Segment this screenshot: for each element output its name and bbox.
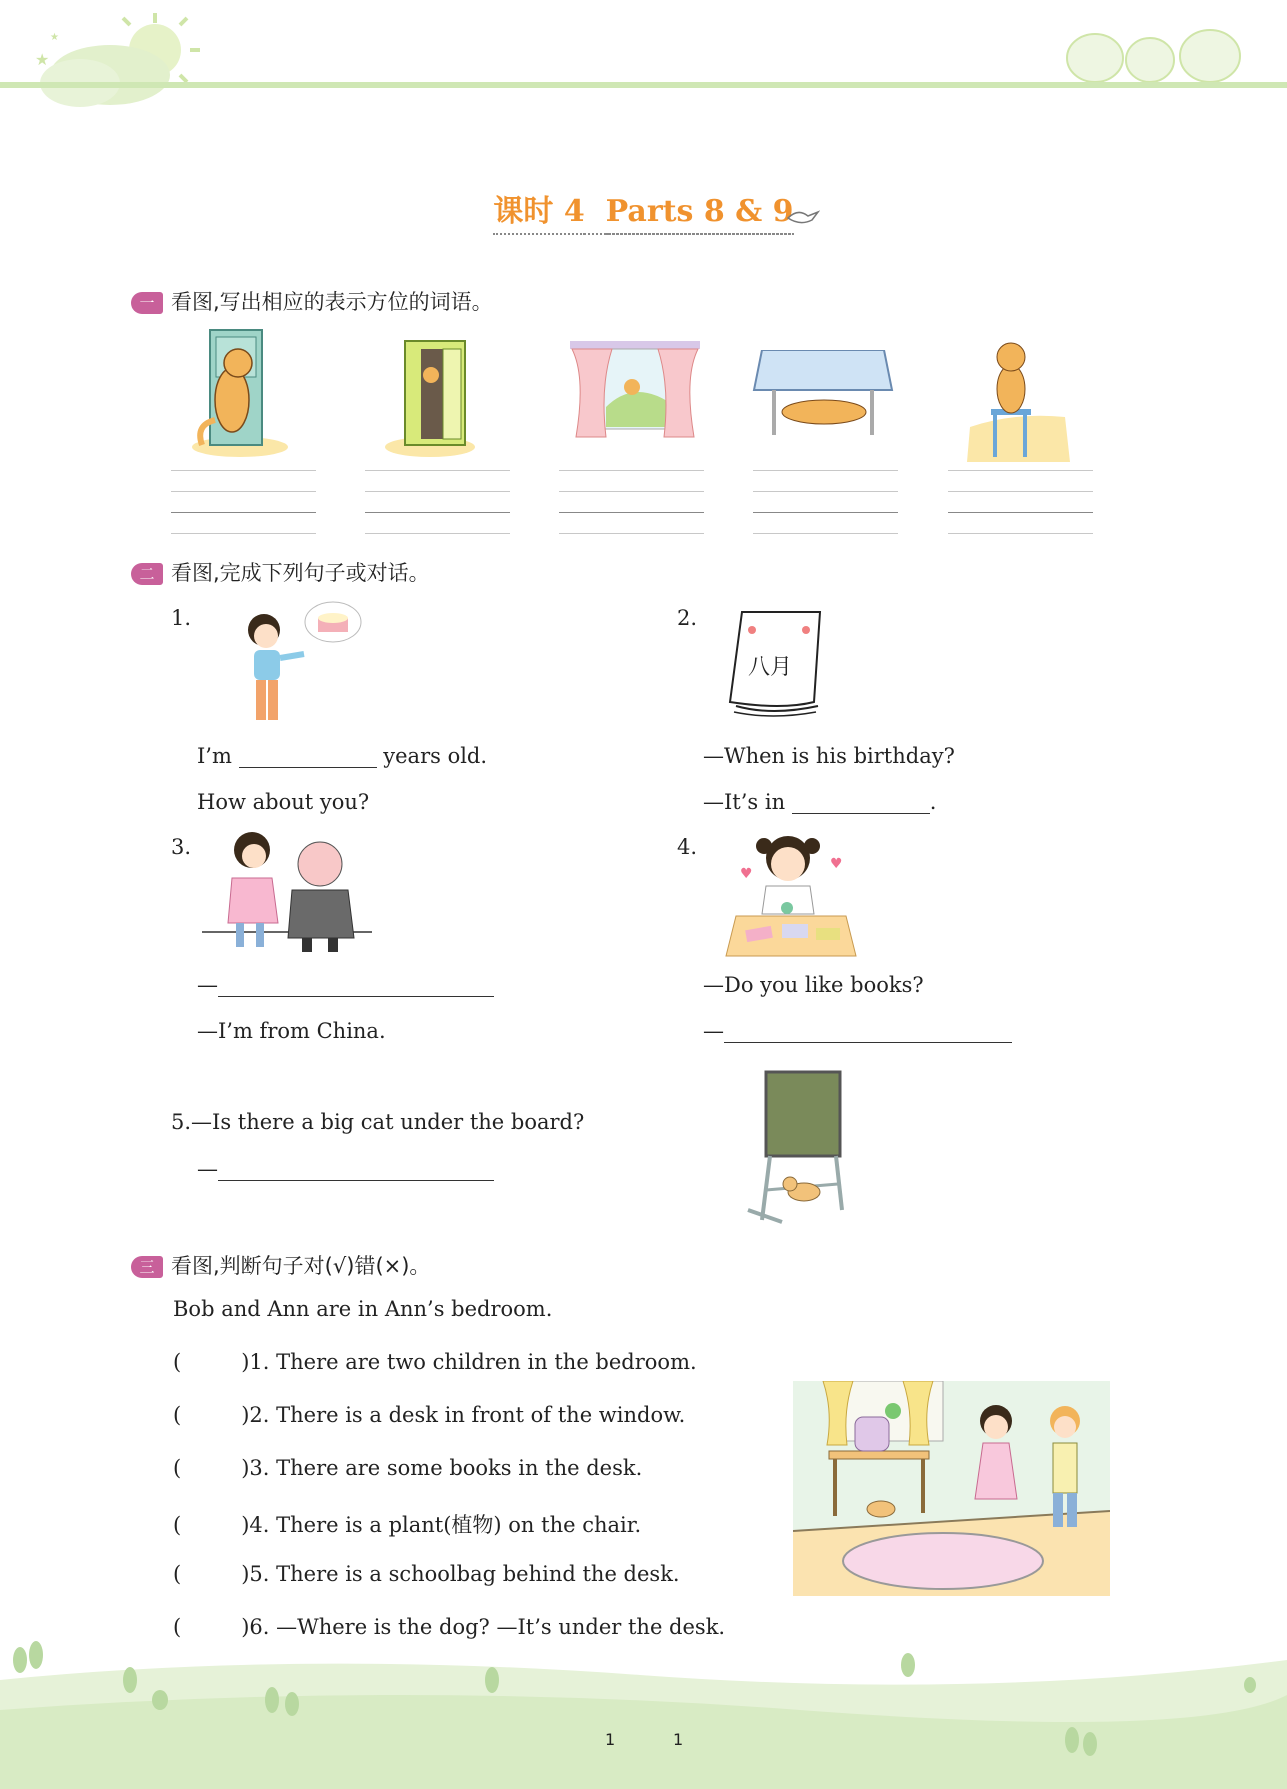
lesson-parts: Parts 8 & 9 <box>606 194 794 235</box>
section-2-badge: 二 <box>131 563 163 585</box>
judge-text: 1. There are two children in the bedroom. <box>249 1350 697 1374</box>
item-4-number: 4. <box>677 835 698 859</box>
judge-item-4 <box>173 1509 641 1539</box>
item-1-blank[interactable] <box>239 767 377 768</box>
section-3-instruction: 看图,判断句子对(√)错(×)。 <box>171 1254 431 1278</box>
svg-text:♥: ♥ <box>740 866 753 882</box>
header-animals-decoration <box>1060 20 1250 85</box>
item-5-dash: — <box>197 1157 218 1181</box>
page-number-left: 1 <box>605 1730 616 1749</box>
section-1-heading <box>131 286 493 316</box>
judge-paren-open: ( <box>173 1403 182 1427</box>
item-4-dash: — <box>703 1019 724 1043</box>
item-3-dash: — <box>197 973 218 997</box>
item-1-number: 1. <box>171 606 192 630</box>
section-3-badge: 三 <box>131 1256 163 1278</box>
tiger-in-wardrobe-picture <box>385 335 485 460</box>
answer-lines-3[interactable] <box>559 470 704 554</box>
answer-lines-2[interactable] <box>365 470 510 554</box>
item-1-line1 <box>197 744 487 768</box>
judge-paren-close: ) <box>241 1562 250 1586</box>
svg-text:★: ★ <box>50 32 59 43</box>
item-5-line1 <box>171 1110 584 1134</box>
item-5-question: —Is there a big cat under the board? <box>191 1110 585 1134</box>
judge-paren-open: ( <box>173 1513 182 1537</box>
item-4-line2 <box>703 1019 1012 1043</box>
section-2-instruction: 看图,完成下列句子或对话。 <box>171 561 430 585</box>
tiger-on-chair-picture <box>965 337 1070 462</box>
item-1-line2: How about you? <box>197 790 370 814</box>
item-3-line1 <box>197 973 494 997</box>
answer-lines-1[interactable] <box>171 470 316 554</box>
item-1-prefix: I’m <box>197 744 232 768</box>
judge-item-1 <box>173 1350 697 1374</box>
footer-landscape-decoration <box>0 1640 1287 1789</box>
answer-lines-4[interactable] <box>753 470 898 554</box>
judge-text: 4. There is a plant(植物) on the chair. <box>249 1513 642 1537</box>
item-5-line2 <box>197 1157 494 1181</box>
item-1-suffix: years old. <box>383 744 488 768</box>
judge-paren-open: ( <box>173 1615 182 1639</box>
item-5-number: 5. <box>171 1110 192 1134</box>
item-2-number: 2. <box>677 606 698 630</box>
judge-paren-close: ) <box>241 1456 250 1480</box>
svg-text:♥: ♥ <box>830 856 843 872</box>
lesson-title <box>0 186 1287 230</box>
bedroom-scene-picture <box>793 1381 1110 1596</box>
item-4-line1: —Do you like books? <box>703 973 924 997</box>
section-3-intro: Bob and Ann are in Ann’s bedroom. <box>173 1297 553 1321</box>
judge-text: 2. There is a desk in front of the window. <box>249 1403 686 1427</box>
girl-with-books-picture <box>722 828 862 958</box>
judge-text: 5. There is a schoolbag behind the desk. <box>249 1562 680 1586</box>
item-3-line2: —I’m from China. <box>197 1019 386 1043</box>
section-1-instruction: 看图,写出相应的表示方位的词语。 <box>171 290 493 314</box>
header-cloud-sun-decoration <box>20 5 210 115</box>
item-2-suffix: . <box>929 790 937 814</box>
item-2-prefix: —It’s in <box>703 790 786 814</box>
judge-item-5 <box>173 1562 680 1586</box>
judge-paren-open: ( <box>173 1350 182 1374</box>
judge-text: 3. There are some books in the desk. <box>249 1456 643 1480</box>
judge-paren-open: ( <box>173 1456 182 1480</box>
answer-lines-5[interactable] <box>948 470 1093 554</box>
item-4-blank[interactable] <box>724 1042 1012 1043</box>
tiger-beside-door-picture <box>190 325 290 460</box>
section-3-heading <box>131 1250 430 1280</box>
judge-paren-close: ) <box>241 1615 250 1639</box>
tiger-under-table-picture <box>752 350 894 440</box>
item-5-blank[interactable] <box>218 1180 494 1181</box>
lesson-number: 课时 4 <box>493 194 584 235</box>
judge-paren-close: ) <box>241 1350 250 1374</box>
svg-text:★: ★ <box>35 50 50 69</box>
header-rule <box>0 82 1287 88</box>
girl-interviewing-pig-picture <box>202 828 372 958</box>
item-2-line1: —When is his birthday? <box>703 744 955 768</box>
judge-item-6 <box>173 1615 725 1639</box>
judge-item-2 <box>173 1403 685 1427</box>
item-2-blank[interactable] <box>792 813 930 814</box>
boy-thinking-cake-picture <box>238 600 368 730</box>
bird-icon <box>786 206 820 226</box>
judge-paren-open: ( <box>173 1562 182 1586</box>
judge-item-3 <box>173 1456 642 1480</box>
judge-text: 6. —Where is the dog? —It’s under the desk. <box>249 1615 726 1639</box>
judge-paren-close: ) <box>241 1403 250 1427</box>
item-3-number: 3. <box>171 835 192 859</box>
item-3-blank[interactable] <box>218 996 494 997</box>
page-number-right: 1 <box>673 1730 684 1749</box>
item-2-line2 <box>703 790 936 814</box>
section-1-badge: 一 <box>131 292 163 314</box>
judge-paren-close: ) <box>241 1513 250 1537</box>
tiger-behind-curtain-picture <box>566 337 704 447</box>
calendar-month-label: 八月 <box>748 655 793 680</box>
section-2-heading <box>131 557 430 587</box>
board-with-cat-picture <box>742 1070 860 1225</box>
